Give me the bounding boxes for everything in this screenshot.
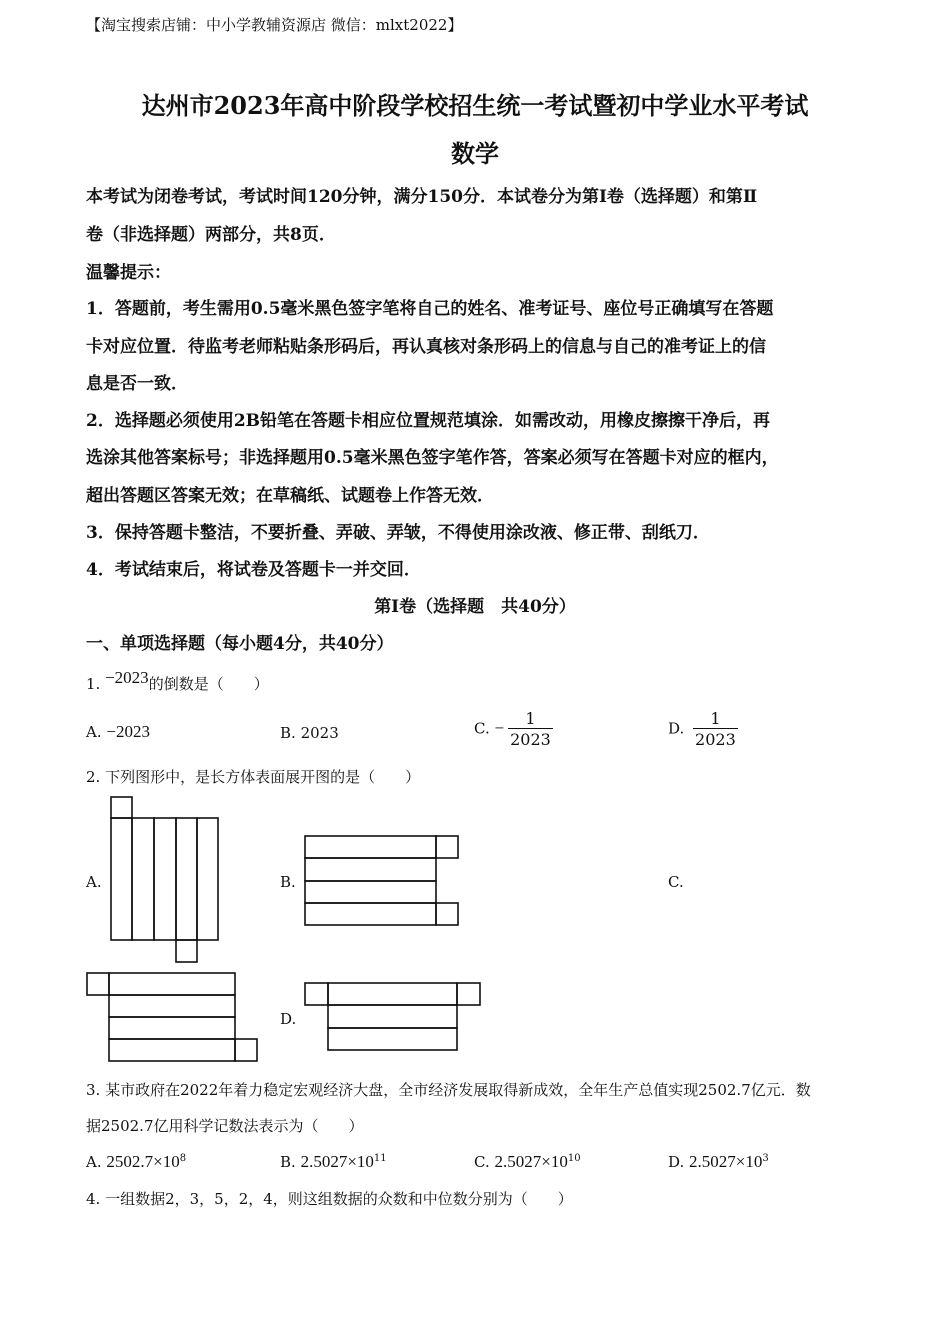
tip-line: 2．选择题必须使用2B铅笔在答题卡相应位置规范填涂．如需改动，用橡皮擦擦干净后，再: [86, 411, 771, 431]
exam-subject: 数学: [451, 139, 499, 168]
tip-line: 息是否一致．: [86, 374, 188, 394]
net-figure-c: [84, 970, 262, 1066]
q3-option-b: B. $2.5027\times 10^{11}$: [280, 1152, 387, 1171]
tip-line: 卡对应位置．待监考老师粘贴条形码后，再认真核对条形码上的信息与自己的准考证上的信: [86, 337, 766, 357]
q2-option-b-label: B.: [280, 873, 296, 891]
part-title: 一、单项选择题（每小题4分，共40分）: [86, 634, 394, 654]
q2-option-a-label: A.: [86, 873, 102, 891]
q1-option-d: D. $\frac{1}{2023}$: [668, 709, 736, 749]
intro-line-2: 卷（非选择题）两部分，共8页．: [86, 225, 336, 245]
q2-option-d-label: D.: [280, 1010, 297, 1028]
net-figure-d: [302, 980, 486, 1056]
fraction: $\frac{1}{2023}$: [510, 709, 551, 749]
section-title: 第Ⅰ卷（选择题 共40分）: [374, 597, 576, 617]
q1-text: 的倒数是（ ）: [148, 675, 269, 693]
question-3-line-1: 3. 某市政府在2022年着力稳定宏观经济大盘，全市经济发展取得新成效，全年生产总值实现2502.7亿元．数: [86, 1081, 811, 1099]
exam-title: 达州市2023年高中阶段学校招生统一考试暨初中学业水平考试: [141, 91, 809, 120]
net-figure-b: [300, 832, 464, 930]
q1-expression: −2023: [105, 668, 149, 687]
fraction: $\frac{1}{2023}$: [695, 709, 736, 749]
tip-line: 4．考试结束后，将试卷及答题卡一并交回．: [86, 560, 421, 580]
q3-option-a: A. $2502.7\times 10^8$: [86, 1152, 187, 1171]
intro-line-1: 本考试为闭卷考试，考试时间120分钟，满分150分．本试卷分为第Ⅰ卷（选择题）和第Ⅱ: [86, 187, 758, 207]
q2-option-c-label: C.: [668, 873, 684, 891]
q1-option-c: C. − $\frac{1}{2023}$: [474, 709, 551, 749]
question-2: 2. 下列图形中，是长方体表面展开图的是（ ）: [86, 768, 421, 786]
header-note: 【淘宝搜索店铺：中小学教辅资源店 微信：mlxt2022】: [86, 16, 463, 34]
question-3-line-2: 据2502.7亿用科学记数法表示为（ ）: [86, 1117, 364, 1135]
tip-line: 选涂其他答案标号；非选择题用0.5毫米黑色签字笔作答，答案必须写在答题卡对应的框内，: [86, 448, 779, 468]
question-1: [86, 668, 269, 694]
tips-label: 温馨提示：: [86, 263, 171, 283]
net-figure-a: [105, 795, 225, 967]
q1-option-b: B. 2023: [280, 724, 339, 742]
tip-line: 超出答题区答案无效；在草稿纸、试题卷上作答无效．: [86, 486, 494, 506]
tip-line: 3．保持答题卡整洁，不要折叠、弄破、弄皱，不得使用涂改液、修正带、刮纸刀．: [86, 523, 710, 543]
tip-line: 1．答题前，考生需用0.5毫米黑色签字笔将自己的姓名、准考证号、座位号正确填写在答题: [86, 299, 774, 319]
q1-option-a: A. −2023: [86, 722, 150, 741]
q3-option-c: C. $2.5027\times 10^{10}$: [474, 1152, 581, 1171]
q1-number: 1.: [86, 675, 101, 693]
question-4: 4. 一组数据2，3，5，2，4，则这组数据的众数和中位数分别为（ ）: [86, 1190, 573, 1208]
q3-option-d: D. $2.5027\times 10^3$: [668, 1152, 769, 1171]
